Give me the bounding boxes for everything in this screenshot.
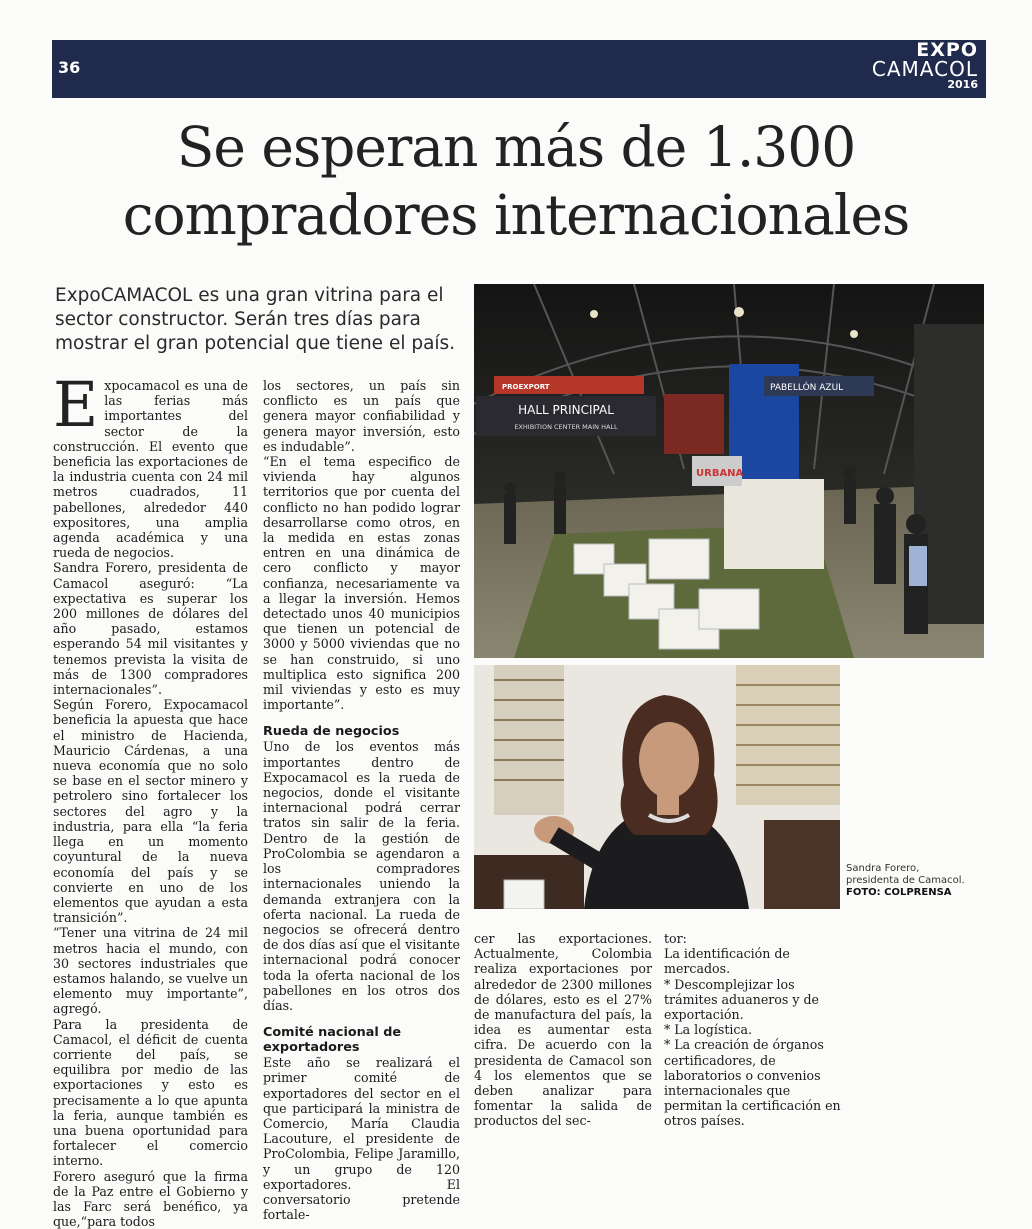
paragraph: “En el tema especifico de vivienda hay algunos territorios que por cuenta del conflicto no han podido lograr desarrollarse como otros, en la medida en estas zonas entren en una dinámica de cero conflicto y mayor confianza, necesariamente va a llegar la inversión. Hemos detectado unos 40 municipios que tienen un potencial de 3000 y 5000 viviendas que no se han construido, si uno multiplica esto significa 200 mil viviendas y esto es muy importante”. [263, 454, 460, 713]
list-item: La identificación de mercados. [664, 946, 790, 977]
logo-line-year: 2016 [947, 78, 978, 91]
svg-text:HALL PRINCIPAL: HALL PRINCIPAL [518, 403, 614, 417]
svg-text:PABELLÓN AZUL: PABELLÓN AZUL [770, 383, 844, 393]
subhead-comite: Comité nacional de exportadores [263, 1025, 402, 1056]
caption-text: Sandra Forero, presidenta de Camacol. [846, 863, 965, 886]
paragraph: Expocamacol es una de las ferias más importantes del sector de la construcción. El evento que beneficia las exportaciones de la industria cuenta con 24 mil metros cuadrados, 11 pabellones, alrededor 440 expositores, una amplia agenda académica y una rueda de negocios. [53, 368, 248, 561]
portrait-illustration [474, 665, 840, 909]
paragraph: Este año se realizará el primer comité de exportadores del sector en el que participará la ministra de Comercio, María Claudia Lacouture, el presidente de ProColombia, Felipe Jaramillo, y un grupo de 120 exportadores. El conversatorio pretende fortale- [263, 1055, 460, 1223]
page-number: 36 [58, 58, 81, 77]
paragraph: cer las exportaciones. Actualmente, Colombia realiza exportaciones por alrededor de 2300 millones de dólares, esto es el 27% de manufactura del país, la idea es aumentar esta cifra. De acuerdo con la presidenta de Camacol son 4 los elementos que se deben analizar para fomentar la salida de productos del sec- [474, 931, 652, 1129]
column-4 [664, 931, 842, 1129]
portrait-photo [474, 665, 840, 909]
list-item: * La creación de órganos certificadores, de laboratorios o convenios internacionales que permitan la certificación en otros países. [664, 1037, 841, 1129]
paragraph: “Tener una vitrina de 24 mil metros hacia el mundo, con 30 sectores industriales que estamos halando, se vuelve un elemento muy importante”, agregó. [53, 925, 248, 1017]
deck: ExpoCAMACOL es una gran vitrina para el sector constructor. Serán tres días para mostrar el gran potencial que tiene el país. [55, 285, 456, 354]
drop-cap: E [53, 368, 99, 441]
headline-line-2: compradores internacionales [122, 183, 910, 247]
column-1 [53, 368, 248, 1229]
subhead-rueda: Rueda de negocios [263, 724, 400, 740]
svg-text:URBANA: URBANA [696, 468, 744, 479]
headline [40, 113, 992, 249]
paragraph: tor: [664, 931, 687, 946]
headline-line-1: Se esperan más de 1.300 [176, 115, 856, 179]
photo-credit: FOTO: COLPRENSA [846, 887, 952, 898]
svg-text:EXHIBITION CENTER MAIN HALL: EXHIBITION CENTER MAIN HALL [514, 423, 618, 431]
svg-text:PROEXPORT: PROEXPORT [502, 383, 550, 391]
list-item: * Descomplejizar los trámites aduaneros y de exportación. [664, 976, 819, 1023]
list-item: * La logística. [664, 1022, 752, 1038]
exhibition-hall-photo [474, 284, 984, 658]
paragraph: Sandra Forero, presidenta de Camacol aseguró: “La expectativa es superar los 200 millones de dólares del año pasado, estamos esperando 54 mil visitantes y tenemos prevista la visita de más de 1300 compradores internacionales”. [53, 560, 248, 698]
photo-caption [846, 863, 966, 899]
column-2 [263, 378, 460, 1222]
paragraph: Uno de los eventos más importantes dentro de Expocamacol es la rueda de negocios, donde el visitante internacional podrá cerrar tratos sin salir de la feria. Dentro de la gestión de ProColombia se agendaron a los compradores internacionales uniendo la demanda extranjera con la oferta nacional. La rueda de negocios se ofrecerá dentro de dos días así que el visitante internacional podrá conocer toda la oferta nacional de los pabellones en los otros dos días. [263, 739, 460, 1013]
expo-camacol-logo [872, 40, 978, 91]
paragraph: Según Forero, Expocamacol beneficia la apuesta que hace el ministro de Hacienda, Mauricio Cárdenas, a una nueva economía que no solo se base en el sector minero y petrolero sino fortalecer los sectores del agro y la industria, para ella “la feria llega en un momento coyuntural de la nueva economía del país y se convierte en uno de los elementos que ayudan a esta transición”. [53, 697, 248, 926]
logo-line-camacol: CAMACOL [871, 57, 978, 81]
exhibition-hall-illustration [474, 284, 984, 658]
paragraph: Forero aseguró que la firma de la Paz entre el Gobierno y las Farc será benéfico, ya que,“para todos [53, 1168, 248, 1229]
paragraph: los sectores, un país sin conflicto es un país que genera mayor confiabilidad y genera mayor inversión, esto es indudable”. [263, 378, 460, 454]
paragraph: Para la presidenta de Camacol, el déficit de cuenta corriente del país, se equilibra por medio de las exportaciones y esto es precisamente a lo que apunta la feria, aunque también es una buena oportunidad para fortalecer el comercio interno. [53, 1016, 248, 1169]
column-3 [474, 931, 652, 1129]
logo-line-expo: EXPO [916, 39, 978, 61]
header-banner [52, 40, 986, 98]
